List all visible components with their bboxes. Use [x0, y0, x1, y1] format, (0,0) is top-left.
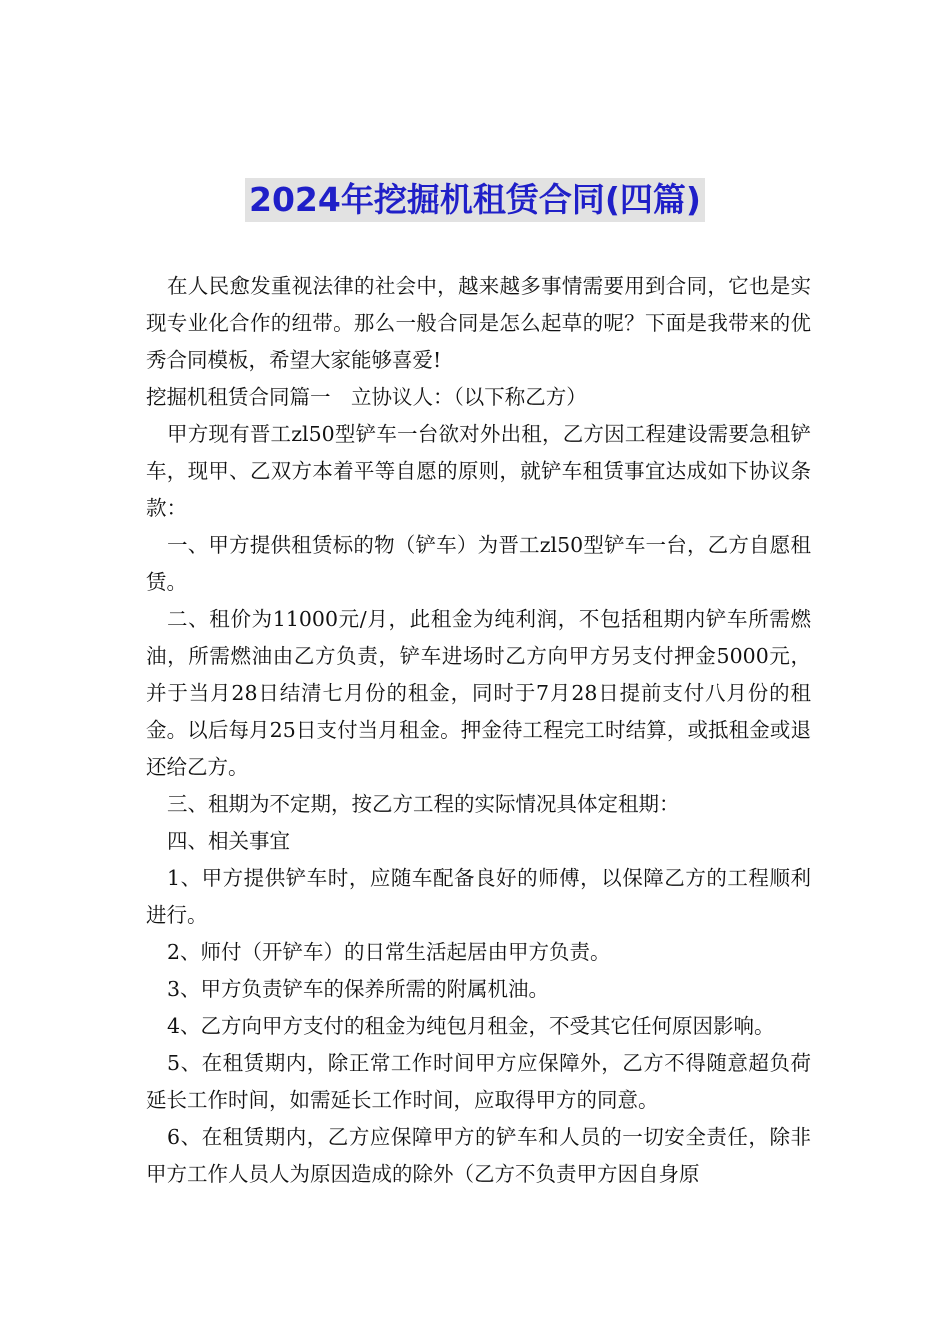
paragraph-item-2: 2、师付（开铲车）的日常生活起居由甲方负责。: [167, 940, 611, 964]
paragraph-item-6: 6、在租赁期内，乙方应保障甲方的铲车和人员的一切安全责任，除非甲方工作人员人为原因造成的除外（乙方不负责甲方因自身原: [146, 1125, 811, 1186]
paragraph-intro: 在人民愈发重视法律的社会中，越来越多事情需要用到合同，它也是实现专业化合作的纽带。那么一般合同是怎么起草的呢？下面是我带来的优秀合同模板，希望大家能够喜爱!: [146, 274, 811, 372]
title-container: [0, 178, 950, 222]
paragraph-item-4: 4、乙方向甲方支付的租金为纯包月租金，不受其它任何原因影响。: [167, 1014, 775, 1038]
paragraph-clause-2: 二、租价为11000元/月，此租金为纯利润，不包括租期内铲车所需燃油，所需燃油由乙方负责，铲车进场时乙方向甲方另支付押金5000元，并于当月28日结清七月份的租金，同时于7月28日提前支付八月份的租金。以后每月25日支付当月租金。押金待工程完工时结算，或抵租金或退还给乙方。: [146, 607, 811, 779]
paragraph-clause-3: 三、租期为不定期，按乙方工程的实际情况具体定租期：: [167, 792, 680, 816]
paragraph-section-heading: 挖掘机租赁合同篇一 立协议人：（以下称乙方）: [146, 385, 587, 409]
document-body: [146, 268, 811, 1193]
paragraph-item-5: 5、在租赁期内，除正常工作时间甲方应保障外，乙方不得随意超负荷延长工作时间，如需延长工作时间，应取得甲方的同意。: [146, 1051, 811, 1112]
document-title: 2024年挖掘机租赁合同(四篇): [245, 178, 705, 222]
paragraph-preamble: 甲方现有晋工zl50型铲车一台欲对外出租，乙方因工程建设需要急租铲车，现甲、乙双方本着平等自愿的原则，就铲车租赁事宜达成如下协议条款：: [146, 422, 811, 520]
paragraph-item-3: 3、甲方负责铲车的保养所需的附属机油。: [167, 977, 550, 1001]
paragraph-clause-4: 四、相关事宜: [167, 829, 290, 853]
paragraph-item-1: 1、甲方提供铲车时，应随车配备良好的师傅，以保障乙方的工程顺利进行。: [146, 866, 811, 927]
paragraph-clause-1: 一、甲方提供租赁标的物（铲车）为晋工zl50型铲车一台，乙方自愿租赁。: [146, 533, 811, 594]
